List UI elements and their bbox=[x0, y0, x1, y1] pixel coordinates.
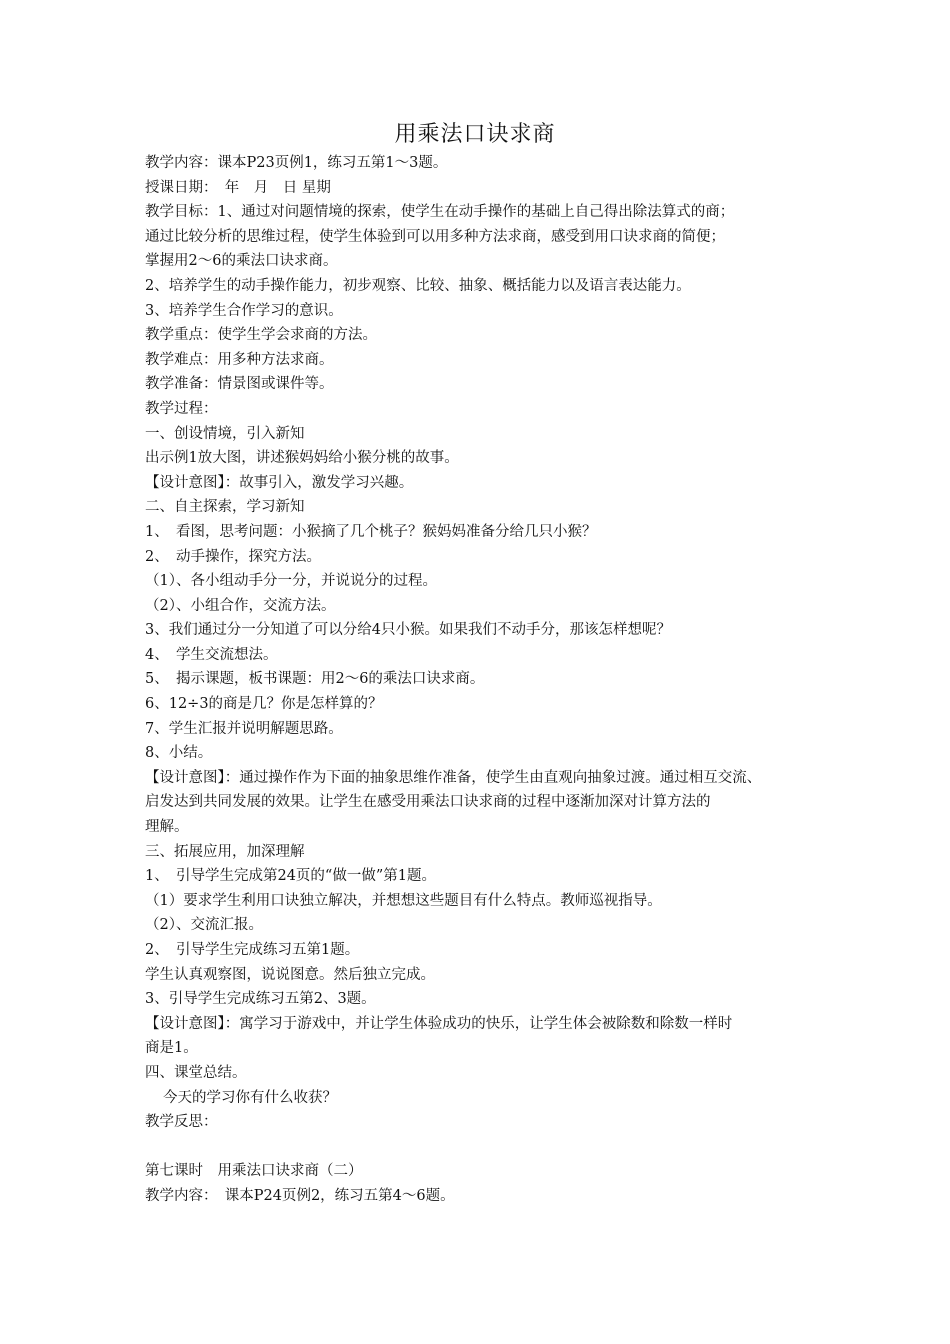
document-title: 用乘法口诀求商 bbox=[394, 122, 556, 147]
text-line: 1、 看图，思考问题：小猴摘了几个桃子？猴妈妈准备分给几只小猴？ bbox=[145, 523, 597, 540]
text-line: （1）要求学生利用口诀独立解决，并想想这些题目有什么特点。教师巡视指导。 bbox=[145, 892, 662, 909]
text-line: 3、引导学生完成练习五第2、3题。 bbox=[145, 991, 376, 1008]
text-line: 教学内容：课本P23页例1，练习五第1～3题。 bbox=[145, 155, 448, 171]
section-heading: 三、拓展应用，加深理解 bbox=[145, 843, 305, 860]
text-line: 教学内容： 课本P24页例2，练习五第4～6题。 bbox=[145, 1187, 455, 1204]
text-line: 3、我们通过分一分知道了可以分给4只小猴。如果我们不动手分，那该怎样想呢？ bbox=[145, 622, 671, 639]
text-line: 学生认真观察图，说说图意。然后独立完成。 bbox=[145, 966, 435, 983]
text-line: 启发达到共同发展的效果。让学生在感受用乘法口诀求商的过程中逐渐加深对计算方法的 bbox=[145, 794, 711, 811]
text-line: 2、培养学生的动手操作能力，初步观察、比较、抽象、概括能力以及语言表达能力。 bbox=[145, 277, 691, 294]
section-heading: 一、创设情境，引入新知 bbox=[145, 425, 305, 442]
text-line: 5、 揭示课题，板书课题：用2～6的乘法口诀求商。 bbox=[145, 671, 485, 688]
design-intent-note: 【设计意图】：寓学习于游戏中，并让学生体验成功的快乐，让学生体会被除数和除数一样时 bbox=[145, 1015, 733, 1032]
document-body bbox=[145, 151, 817, 1209]
text-line: 今天的学习你有什么收获？ bbox=[163, 1089, 337, 1106]
text-line: 1、 引导学生完成第24页的“做一做”第1题。 bbox=[145, 868, 436, 885]
text-line: 教学准备：情景图或课件等。 bbox=[145, 376, 334, 393]
text-line: 3、培养学生合作学习的意识。 bbox=[145, 302, 343, 319]
design-intent-note: 【设计意图】：通过操作作为下面的抽象思维作准备，使学生由直观向抽象过渡。通过相互交流、 bbox=[145, 769, 762, 786]
text-line: （2）、交流汇报。 bbox=[145, 917, 263, 934]
text-line: 6、12÷3的商是几？你是怎样算的？ bbox=[145, 696, 383, 713]
design-intent-note: 【设计意图】：故事引入，激发学习兴趣。 bbox=[145, 474, 414, 491]
blank-line bbox=[145, 1135, 817, 1160]
text-line: 授课日期： 年 月 日 星期 bbox=[145, 179, 331, 196]
text-line: 教学难点：用多种方法求商。 bbox=[145, 351, 334, 368]
text-line: 通过比较分析的思维过程，使学生体验到可以用多种方法求商，感受到用口诀求商的简便； bbox=[145, 228, 725, 245]
text-line: 商是1。 bbox=[145, 1040, 198, 1057]
text-line: 2、 动手操作，探究方法。 bbox=[145, 548, 321, 565]
text-line: 8、小结。 bbox=[145, 745, 213, 762]
text-line: 7、学生汇报并说明解题思路。 bbox=[145, 720, 343, 737]
text-line: 理解。 bbox=[145, 819, 189, 836]
text-line: 教学反思： bbox=[145, 1114, 218, 1131]
text-line: 掌握用2～6的乘法口诀求商。 bbox=[145, 253, 338, 270]
text-line: 教学重点：使学生学会求商的方法。 bbox=[145, 327, 377, 344]
text-line: 4、 学生交流想法。 bbox=[145, 646, 278, 663]
section-heading: 二、自主探索，学习新知 bbox=[145, 499, 305, 516]
text-line: （1）、各小组动手分一分，并说说分的过程。 bbox=[145, 573, 437, 590]
text-line: 2、 引导学生完成练习五第1题。 bbox=[145, 942, 360, 958]
text-line: 教学目标：1、通过对问题情境的探索，使学生在动手操作的基础上自己得出除法算式的商； bbox=[145, 204, 735, 221]
text-line: 教学过程： bbox=[145, 400, 218, 417]
text-line: 出示例1放大图，讲述猴妈妈给小猴分桃的故事。 bbox=[145, 450, 459, 467]
lesson-heading: 第七课时 用乘法口诀求商（二） bbox=[145, 1163, 363, 1180]
section-heading: 四、课堂总结。 bbox=[145, 1064, 247, 1081]
text-line: （2）、小组合作，交流方法。 bbox=[145, 597, 336, 614]
